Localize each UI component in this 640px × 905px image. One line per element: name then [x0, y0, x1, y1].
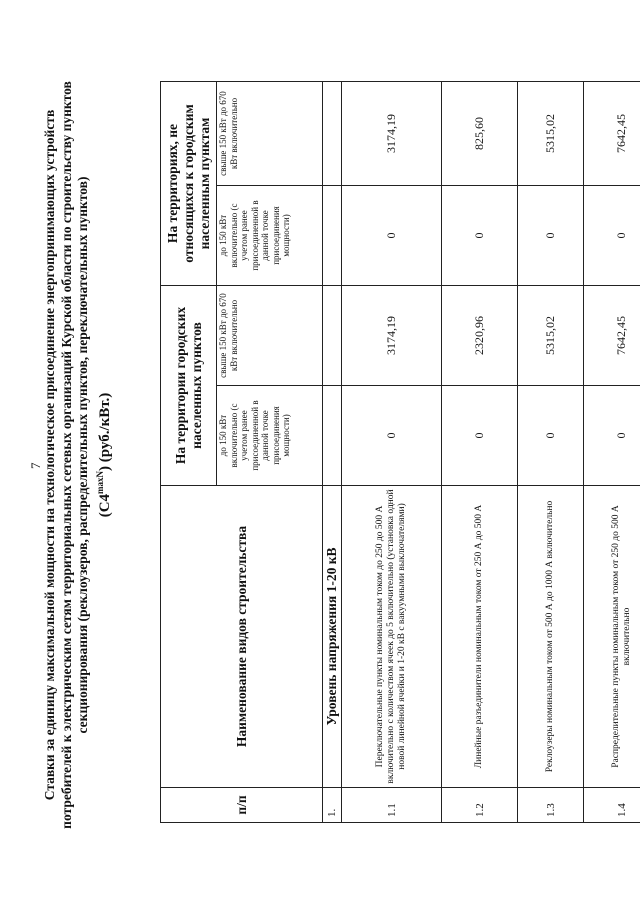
row-urban-150-670: 2320,96: [442, 286, 518, 386]
empty-cell: [323, 386, 342, 486]
row-nonurban-150-670: 7642,45: [584, 82, 640, 186]
table-row: [342, 82, 442, 823]
header-urban-150-670: свыше 150 кВт до 670 кВт включительно: [217, 286, 323, 386]
header-row-groups: [161, 82, 217, 823]
row-nonurban-to150: 0: [584, 186, 640, 286]
row-urban-150-670: 5315,02: [518, 286, 584, 386]
row-index: 1.4: [584, 788, 640, 823]
row-name: Распределительные пункты номинальным током от 250 до 500 А включительно: [584, 486, 640, 788]
row-urban-150-670: 7642,45: [584, 286, 640, 386]
empty-cell: [323, 82, 342, 186]
header-index: п/п: [161, 788, 323, 823]
header-urban-to150: до 150 кВт включительно (с учетом ранее присоединенной в данной точке присоединения мощности): [217, 386, 323, 486]
title-line-1: Ставки за единицу максимальной мощности на технологическое присоединение энергопринимающих устройств: [42, 109, 57, 801]
row-name: Линейные разъединители номинальным током от 250 А до 500 А: [442, 486, 518, 788]
table-row: [442, 82, 518, 823]
header-name: Наименование видов строительства: [161, 486, 323, 788]
level-row: [323, 82, 342, 823]
empty-cell: [323, 186, 342, 286]
row-nonurban-to150: 0: [342, 186, 442, 286]
row-nonurban-to150: 0: [442, 186, 518, 286]
row-nonurban-150-670: 825,60: [442, 82, 518, 186]
rates-table: [160, 81, 640, 823]
row-urban-to150: 0: [518, 386, 584, 486]
title-line-3: секционирования (реклоузеров, распределительных пунктов, переключательных пунктов): [75, 176, 90, 734]
row-index: 1.1: [342, 788, 442, 823]
table-row: [584, 82, 640, 823]
row-index: 1.3: [518, 788, 584, 823]
table-row: [518, 82, 584, 823]
row-urban-150-670: 3174,19: [342, 286, 442, 386]
header-nonurban-150-670: свыше 150 кВт до 670 кВт включительно: [217, 82, 323, 186]
title-formula: [92, 45, 114, 865]
title-line-2: потребителей к электрическим сетям территориальных сетевых организаций Курской области по строительству пунктов: [58, 81, 74, 829]
formula-prefix: (C4: [96, 493, 113, 518]
level-label: Уровень напряжения 1-20 кВ: [323, 486, 342, 788]
row-urban-to150: 0: [584, 386, 640, 486]
row-index: 1.2: [442, 788, 518, 823]
formula-superscript: maxN: [94, 470, 105, 494]
level-index: 1.: [323, 788, 342, 823]
row-nonurban-150-670: 3174,19: [342, 82, 442, 186]
row-name: Реклоузеры номинальным током от 500 А до 1000 А включительно: [518, 486, 584, 788]
header-urban-group: На территории городских населенных пунктов: [161, 286, 217, 486]
header-nonurban-group: На территориях, не относящихся к городским населенным пунктам: [161, 82, 217, 286]
row-name: Переключательные пункты номинальным током до 250 до 500 А включительно с количеством ячеек до 5 включительно (установка одной новой линейной ячейки и 1-20 кВ с вакуумными выключателями): [342, 486, 442, 788]
row-urban-to150: 0: [442, 386, 518, 486]
row-nonurban-150-670: 5315,02: [518, 82, 584, 186]
row-nonurban-to150: 0: [518, 186, 584, 286]
empty-cell: [323, 286, 342, 386]
row-urban-to150: 0: [342, 386, 442, 486]
page-number: 7: [28, 462, 43, 469]
header-nonurban-to150: до 150 кВт включительно (с учетом ранее присоединенной в данной точке присоединения мощности): [217, 186, 323, 286]
formula-suffix: ) (руб./кВт.): [96, 392, 113, 471]
document-title: [42, 45, 113, 865]
